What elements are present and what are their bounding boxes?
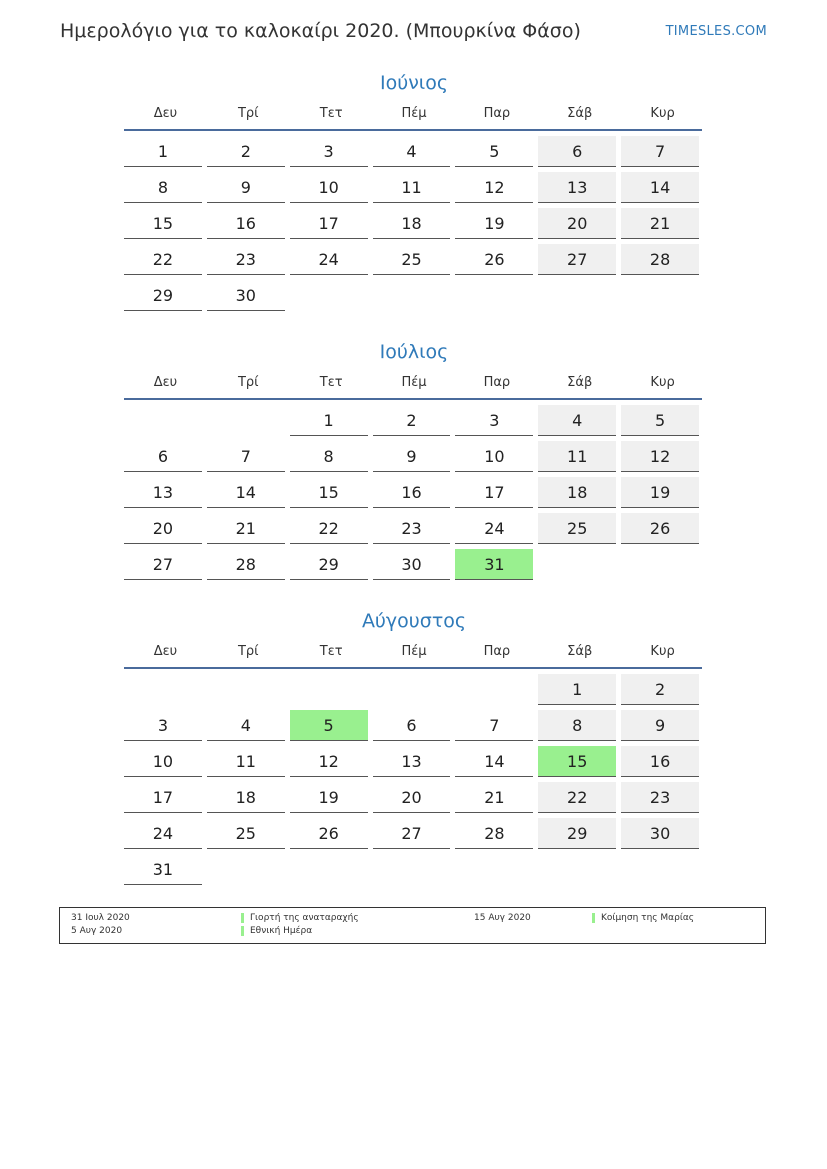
empty-day-cell bbox=[290, 280, 368, 311]
day-cell[interactable]: 27 bbox=[373, 818, 451, 849]
week-row bbox=[124, 172, 704, 208]
day-cell[interactable]: 21 bbox=[207, 513, 285, 544]
legend-date: 15 Αυγ 2020 bbox=[474, 913, 531, 923]
day-cell[interactable]: 30 bbox=[621, 818, 699, 849]
day-cell[interactable]: 9 bbox=[207, 172, 285, 203]
day-cell[interactable]: 2 bbox=[207, 136, 285, 167]
weekday-label: Τρί bbox=[237, 643, 259, 659]
day-cell[interactable]: 28 bbox=[207, 549, 285, 580]
month-title: Ιούλιος bbox=[379, 341, 449, 363]
legend-date: 31 Ιουλ 2020 bbox=[71, 913, 130, 923]
day-cell[interactable]: 3 bbox=[124, 710, 202, 741]
day-cell[interactable]: 23 bbox=[207, 244, 285, 275]
day-cell[interactable]: 5 bbox=[621, 405, 699, 436]
weekday-label: Παρ bbox=[483, 105, 511, 121]
legend-date: 5 Αυγ 2020 bbox=[71, 926, 123, 936]
header-divider bbox=[124, 129, 702, 131]
header-divider bbox=[124, 398, 702, 400]
day-cell[interactable]: 31 bbox=[455, 549, 533, 580]
day-cell[interactable]: 4 bbox=[207, 710, 285, 741]
day-cell[interactable]: 14 bbox=[455, 746, 533, 777]
day-cell[interactable]: 5 bbox=[455, 136, 533, 167]
week-row bbox=[124, 441, 704, 477]
day-cell[interactable]: 18 bbox=[207, 782, 285, 813]
day-cell[interactable]: 4 bbox=[373, 136, 451, 167]
day-cell[interactable]: 5 bbox=[290, 710, 368, 741]
day-cell[interactable]: 18 bbox=[373, 208, 451, 239]
day-cell[interactable]: 12 bbox=[455, 172, 533, 203]
day-cell[interactable]: 4 bbox=[538, 405, 616, 436]
weeks-grid bbox=[124, 674, 704, 890]
day-cell[interactable]: 17 bbox=[124, 782, 202, 813]
day-cell[interactable]: 1 bbox=[124, 136, 202, 167]
weekday-label: Κυρ bbox=[650, 374, 675, 390]
weekday-label: Τετ bbox=[319, 105, 343, 121]
day-cell[interactable]: 21 bbox=[455, 782, 533, 813]
week-row bbox=[124, 405, 704, 441]
empty-day-cell bbox=[373, 280, 451, 311]
day-cell[interactable]: 27 bbox=[124, 549, 202, 580]
day-cell[interactable]: 20 bbox=[124, 513, 202, 544]
empty-day-cell bbox=[290, 854, 368, 885]
day-cell[interactable]: 17 bbox=[455, 477, 533, 508]
day-cell[interactable]: 30 bbox=[373, 549, 451, 580]
day-cell[interactable]: 14 bbox=[621, 172, 699, 203]
day-cell[interactable]: 12 bbox=[621, 441, 699, 472]
day-cell[interactable]: 6 bbox=[124, 441, 202, 472]
month-block bbox=[124, 338, 704, 585]
day-cell[interactable]: 14 bbox=[207, 477, 285, 508]
weeks-grid bbox=[124, 136, 704, 316]
week-row bbox=[124, 280, 704, 316]
day-cell[interactable]: 3 bbox=[290, 136, 368, 167]
weekday-label: Κυρ bbox=[650, 105, 675, 121]
empty-day-cell bbox=[207, 405, 285, 436]
weekday-label: Τρί bbox=[237, 105, 259, 121]
day-cell[interactable]: 29 bbox=[538, 818, 616, 849]
week-row bbox=[124, 710, 704, 746]
empty-day-cell bbox=[455, 280, 533, 311]
empty-day-cell bbox=[538, 854, 616, 885]
day-cell[interactable]: 15 bbox=[538, 746, 616, 777]
legend-name: Εθνική Ημέρα bbox=[241, 926, 312, 936]
empty-day-cell bbox=[455, 674, 533, 705]
empty-day-cell bbox=[207, 674, 285, 705]
weekday-label: Παρ bbox=[483, 643, 511, 659]
page-title: Ημερολόγιο για το καλοκαίρι 2020. (Μπουρκίνα Φάσο) bbox=[60, 20, 581, 42]
weekday-label: Πέμ bbox=[401, 374, 427, 390]
day-cell[interactable]: 16 bbox=[621, 746, 699, 777]
day-cell[interactable]: 10 bbox=[290, 172, 368, 203]
weekday-label: Πέμ bbox=[401, 643, 427, 659]
weekday-label: Τετ bbox=[319, 374, 343, 390]
day-cell[interactable]: 24 bbox=[290, 244, 368, 275]
day-cell[interactable]: 29 bbox=[124, 280, 202, 311]
week-row bbox=[124, 746, 704, 782]
empty-day-cell bbox=[455, 854, 533, 885]
weekday-label: Σάβ bbox=[567, 105, 593, 121]
brand-link[interactable]: TIMESLES.COM bbox=[665, 24, 767, 39]
day-cell[interactable]: 1 bbox=[290, 405, 368, 436]
day-cell[interactable]: 30 bbox=[207, 280, 285, 311]
day-cell[interactable]: 9 bbox=[621, 710, 699, 741]
day-cell[interactable]: 11 bbox=[373, 172, 451, 203]
day-cell[interactable]: 1 bbox=[538, 674, 616, 705]
week-row bbox=[124, 854, 704, 890]
empty-day-cell bbox=[621, 854, 699, 885]
weekday-label: Σάβ bbox=[567, 643, 593, 659]
day-cell[interactable]: 19 bbox=[621, 477, 699, 508]
day-cell[interactable]: 9 bbox=[373, 441, 451, 472]
day-cell[interactable]: 18 bbox=[538, 477, 616, 508]
day-cell[interactable]: 23 bbox=[621, 782, 699, 813]
day-cell[interactable]: 11 bbox=[538, 441, 616, 472]
day-cell[interactable]: 28 bbox=[621, 244, 699, 275]
day-cell[interactable]: 8 bbox=[538, 710, 616, 741]
day-cell[interactable]: 25 bbox=[538, 513, 616, 544]
weekday-header bbox=[124, 635, 704, 667]
day-cell[interactable]: 19 bbox=[290, 782, 368, 813]
day-cell[interactable]: 2 bbox=[373, 405, 451, 436]
month-title: Ιούνιος bbox=[379, 72, 449, 94]
legend-name: Γιορτή της αναταραχής bbox=[241, 913, 359, 923]
day-cell[interactable]: 13 bbox=[124, 477, 202, 508]
day-cell[interactable]: 23 bbox=[373, 513, 451, 544]
day-cell[interactable]: 17 bbox=[290, 208, 368, 239]
day-cell[interactable]: 7 bbox=[207, 441, 285, 472]
weekday-label: Τετ bbox=[319, 643, 343, 659]
week-row bbox=[124, 674, 704, 710]
day-cell[interactable]: 22 bbox=[290, 513, 368, 544]
week-row bbox=[124, 549, 704, 585]
day-cell[interactable]: 21 bbox=[621, 208, 699, 239]
weekday-label: Δευ bbox=[153, 105, 178, 121]
day-cell[interactable]: 6 bbox=[373, 710, 451, 741]
weekday-header bbox=[124, 366, 704, 398]
day-cell[interactable]: 25 bbox=[373, 244, 451, 275]
empty-day-cell bbox=[124, 674, 202, 705]
week-row bbox=[124, 513, 704, 549]
week-row bbox=[124, 818, 704, 854]
month-title: Αύγουστος bbox=[361, 610, 467, 632]
weekday-label: Σάβ bbox=[567, 374, 593, 390]
day-cell[interactable]: 22 bbox=[124, 244, 202, 275]
day-cell[interactable]: 19 bbox=[455, 208, 533, 239]
day-cell[interactable]: 27 bbox=[538, 244, 616, 275]
weekday-label: Παρ bbox=[483, 374, 511, 390]
day-cell[interactable]: 16 bbox=[207, 208, 285, 239]
day-cell[interactable]: 13 bbox=[373, 746, 451, 777]
day-cell[interactable]: 3 bbox=[455, 405, 533, 436]
day-cell[interactable]: 10 bbox=[124, 746, 202, 777]
weekday-header bbox=[124, 97, 704, 129]
day-cell[interactable]: 31 bbox=[124, 854, 202, 885]
day-cell[interactable]: 11 bbox=[207, 746, 285, 777]
week-row bbox=[124, 244, 704, 280]
empty-day-cell bbox=[621, 280, 699, 311]
legend-name: Κοίμηση της Μαρίας bbox=[592, 913, 694, 923]
day-cell[interactable]: 24 bbox=[124, 818, 202, 849]
weekday-label: Δευ bbox=[153, 643, 178, 659]
day-cell[interactable]: 7 bbox=[455, 710, 533, 741]
day-cell[interactable]: 26 bbox=[621, 513, 699, 544]
empty-day-cell bbox=[207, 854, 285, 885]
day-cell[interactable]: 8 bbox=[124, 172, 202, 203]
day-cell[interactable]: 15 bbox=[124, 208, 202, 239]
weekday-label: Δευ bbox=[153, 374, 178, 390]
day-cell[interactable]: 28 bbox=[455, 818, 533, 849]
day-cell[interactable]: 13 bbox=[538, 172, 616, 203]
header-divider bbox=[124, 667, 702, 669]
week-row bbox=[124, 477, 704, 513]
day-cell[interactable]: 25 bbox=[207, 818, 285, 849]
day-cell[interactable]: 12 bbox=[290, 746, 368, 777]
day-cell[interactable]: 26 bbox=[290, 818, 368, 849]
weekday-label: Κυρ bbox=[650, 643, 675, 659]
holiday-legend bbox=[59, 907, 766, 944]
day-cell[interactable]: 29 bbox=[290, 549, 368, 580]
day-cell[interactable]: 20 bbox=[373, 782, 451, 813]
day-cell[interactable]: 10 bbox=[455, 441, 533, 472]
week-row bbox=[124, 136, 704, 172]
empty-day-cell bbox=[373, 854, 451, 885]
empty-day-cell bbox=[621, 549, 699, 580]
weeks-grid bbox=[124, 405, 704, 585]
day-cell[interactable]: 8 bbox=[290, 441, 368, 472]
day-cell[interactable]: 15 bbox=[290, 477, 368, 508]
day-cell[interactable]: 20 bbox=[538, 208, 616, 239]
weekday-label: Τρί bbox=[237, 374, 259, 390]
day-cell[interactable]: 2 bbox=[621, 674, 699, 705]
weekday-label: Πέμ bbox=[401, 105, 427, 121]
day-cell[interactable]: 16 bbox=[373, 477, 451, 508]
month-block bbox=[124, 69, 704, 316]
month-block bbox=[124, 607, 704, 890]
day-cell[interactable]: 24 bbox=[455, 513, 533, 544]
day-cell[interactable]: 22 bbox=[538, 782, 616, 813]
day-cell[interactable]: 7 bbox=[621, 136, 699, 167]
empty-day-cell bbox=[373, 674, 451, 705]
empty-day-cell bbox=[124, 405, 202, 436]
empty-day-cell bbox=[290, 674, 368, 705]
empty-day-cell bbox=[538, 280, 616, 311]
day-cell[interactable]: 6 bbox=[538, 136, 616, 167]
empty-day-cell bbox=[538, 549, 616, 580]
week-row bbox=[124, 782, 704, 818]
day-cell[interactable]: 26 bbox=[455, 244, 533, 275]
week-row bbox=[124, 208, 704, 244]
